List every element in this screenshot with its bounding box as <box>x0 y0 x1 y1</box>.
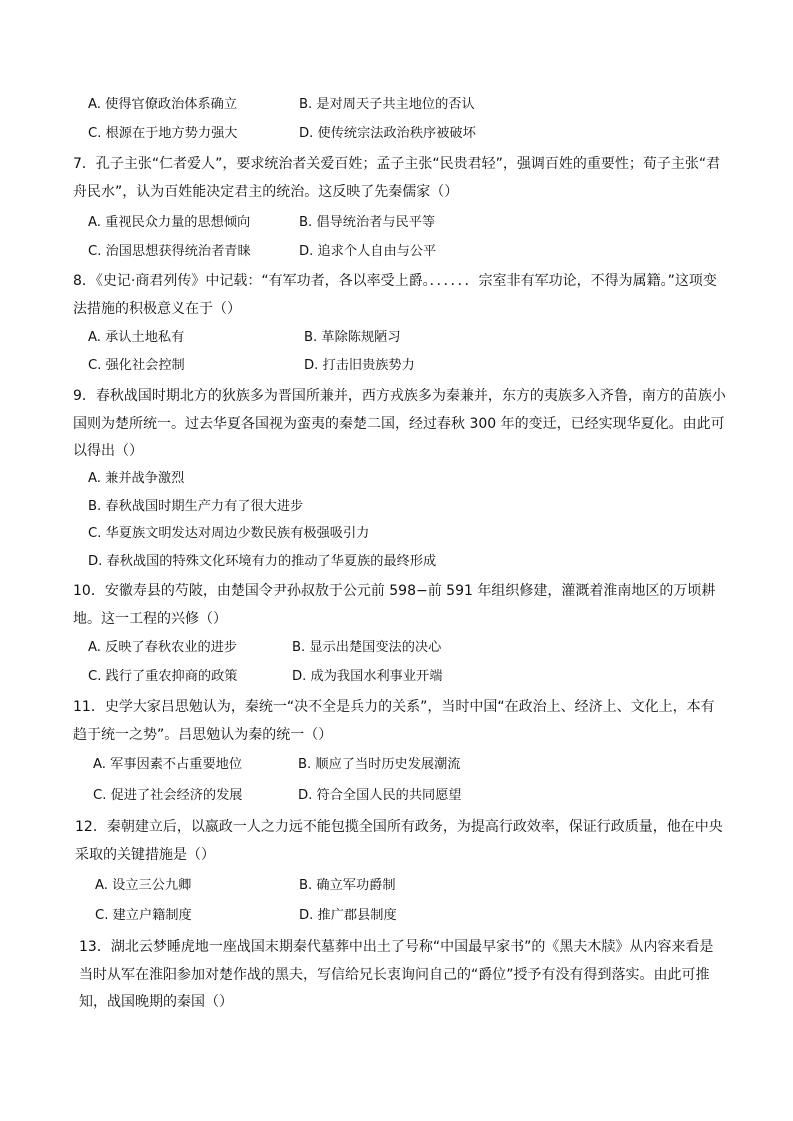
q8-options-row2 <box>88 356 688 376</box>
q6-option-a: A. 使得官僚政治体系确立 <box>88 97 238 112</box>
q6-options-row2 <box>88 124 688 144</box>
q13-stem: 13．湖北云梦睡虎地一座战国末期秦代墓葬中出土了号称“中国最早家书”的《黑夫木牍》从内容来看是当时从军在淮阳参加对楚作战的黑夫，写信给兄长衷询问自己的“爵位”授予有没有得到落实。由此可推知，战国晚期的秦国（） <box>79 939 714 1010</box>
q11-option-b: B. 顺应了当时历史发展潮流 <box>298 757 461 772</box>
q9-option-c: C. 华夏族文明发达对周边少数民族有极强吸引力 <box>88 526 370 541</box>
q12-options-row1 <box>95 876 695 896</box>
q8-option-d: D. 打击旧贵族势力 <box>304 358 415 373</box>
q12-option-a: A. 设立三公九卿 <box>95 878 192 893</box>
q6-option-c: C. 根源在于地方势力强大 <box>88 126 238 141</box>
q9-option-b: B. 春秋战国时期生产力有了很大进步 <box>88 499 304 514</box>
q10-option-b: B. 显示出楚国变法的决心 <box>292 640 442 655</box>
q8-stem: 8．《史记·商君列传》中记载：“有军功者，各以率受上爵。．．．．．．宗室非有军功论，不得为属籍。”这项变法措施的积极意义在于（） <box>73 273 717 317</box>
q10-stem: 10．安徽寿县的芍陂，由楚国令尹孙叔敖于公元前 598−前 591 年组织修建，灌溉着淮南地区的万顷耕地。这一工程的兴修（） <box>73 583 716 627</box>
q11-option-d: D. 符合全国人民的共同愿望 <box>298 788 462 803</box>
q12-option-c: C. 建立户籍制度 <box>95 908 192 923</box>
q12-option-d: D. 推广郡县制度 <box>299 908 397 923</box>
q7-options-row1 <box>88 213 688 233</box>
q12-option-b: B. 确立军功爵制 <box>299 878 396 893</box>
q11-options-row1 <box>93 755 693 775</box>
q8-option-a: A. 承认土地私有 <box>88 330 185 345</box>
q7-option-b: B. 倡导统治者与民平等 <box>299 215 436 230</box>
q6-options-row1 <box>88 95 688 115</box>
q7-stem: 7．孔子主张“仁者爱人”，要求统治者关爱百姓；孟子主张“民贵君轻”，强调百姓的重要性；荀子主张“君舟民水”，认为百姓能决定君主的统治。这反映了先秦儒家（） <box>73 156 721 200</box>
q6-option-d: D. 使传统宗法政治秩序被破坏 <box>299 126 476 141</box>
q12-stem: 12．秦朝建立后，以嬴政一人之力远不能包揽全国所有政务，为提高行政效率，保证行政质量，他在中央采取的关键措施是（） <box>75 819 723 863</box>
q8-options-row1 <box>88 328 688 348</box>
q9-stem: 9．春秋战国时期北方的狄族多为晋国所兼并，西方戎族多为秦兼并，东方的夷族多入齐鲁，南方的苗族小国则为楚所统一。过去华夏各国视为蛮夷的秦楚二国，经过春秋 300 年的变迁，已经实现华夏化。由此可以得出（） <box>73 388 726 459</box>
q11-option-a: A. 军事因素不占重要地位 <box>93 757 243 772</box>
q12-options-row2 <box>95 906 695 926</box>
q10-option-d: D. 成为我国水利事业开端 <box>292 669 443 684</box>
q10-option-a: A. 反映了春秋农业的进步 <box>88 640 238 655</box>
q8-option-b: B. 革除陈规陋习 <box>304 330 401 345</box>
q7-option-a: A. 重视民众力量的思想倾向 <box>88 215 251 230</box>
q10-option-c: C. 践行了重农抑商的政策 <box>88 669 238 684</box>
q11-option-c: C. 促进了社会经济的发展 <box>93 788 243 803</box>
q11-stem: 11．史学大家吕思勉认为，秦统一“决不全是兵力的关系”，当时中国“在政治上、经济上、文化上，本有趋于统一之势”。吕思勉认为秦的统一（） <box>73 699 715 743</box>
q7-option-d: D. 追求个人自由与公平 <box>299 244 437 259</box>
q8-option-c: C. 强化社会控制 <box>88 358 185 373</box>
q11-options-row2 <box>93 786 693 806</box>
q9-option-d: D. 春秋战国的特殊文化环境有力的推动了华夏族的最终形成 <box>88 554 437 569</box>
q6-option-b: B. 是对周天子共主地位的否认 <box>299 97 475 112</box>
q9-option-a: A. 兼并战争激烈 <box>88 471 185 486</box>
q7-options-row2 <box>88 242 688 262</box>
q7-option-c: C. 治国思想获得统治者青睐 <box>88 244 251 259</box>
q10-options-row2 <box>88 667 688 687</box>
q10-options-row1 <box>88 638 688 658</box>
